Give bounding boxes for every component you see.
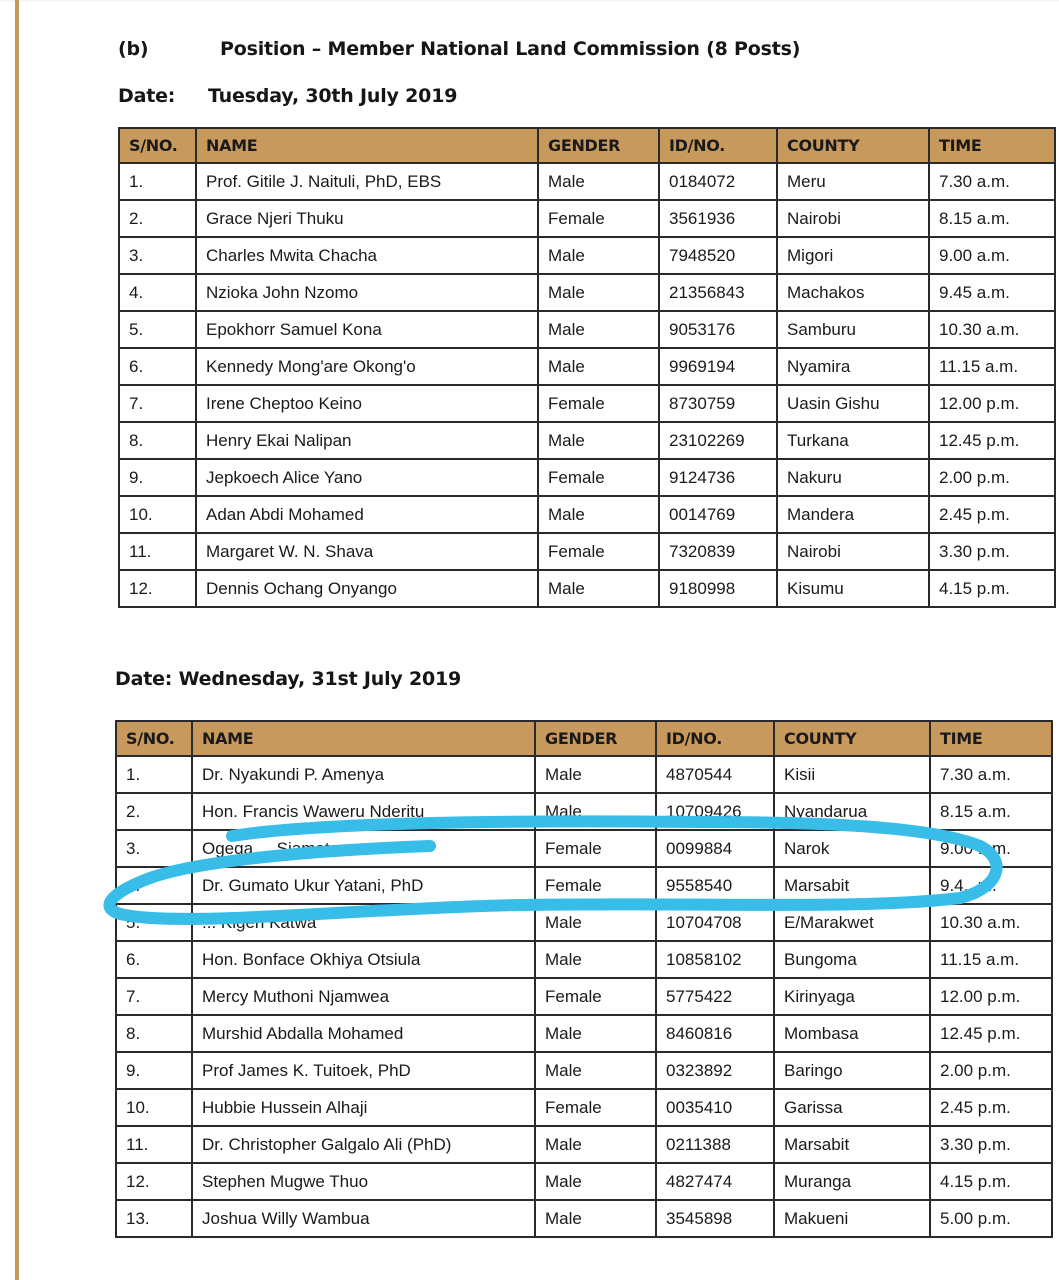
cell-id-no: 9558540 bbox=[656, 867, 774, 904]
cell-name: Henry Ekai Nalipan bbox=[196, 422, 538, 459]
col-header-sno: S/NO. bbox=[116, 721, 192, 756]
cell-gender: Female bbox=[538, 533, 659, 570]
cell-county: Marsabit bbox=[774, 867, 930, 904]
cell-id-no: 0014769 bbox=[659, 496, 777, 533]
cell-id-no: 0184072 bbox=[659, 163, 777, 200]
cell-county: Uasin Gishu bbox=[777, 385, 929, 422]
cell-county: Samburu bbox=[777, 311, 929, 348]
cell-sno: 8. bbox=[116, 1015, 192, 1052]
cell-time: 5.00 p.m. bbox=[930, 1200, 1052, 1237]
col-header-name: NAME bbox=[196, 128, 538, 163]
table-row bbox=[119, 570, 1055, 607]
cell-name: Dr. Nyakundi P. Amenya bbox=[192, 756, 535, 793]
cell-county: Kisumu bbox=[777, 570, 929, 607]
col-header-time: TIME bbox=[929, 128, 1055, 163]
table-header-row bbox=[119, 128, 1055, 163]
cell-name: Hubbie Hussein Alhaji bbox=[192, 1089, 535, 1126]
cell-gender: Male bbox=[538, 422, 659, 459]
table-row bbox=[116, 1052, 1052, 1089]
cell-name: Nzioka John Nzomo bbox=[196, 274, 538, 311]
table-row bbox=[119, 311, 1055, 348]
col-header-gender: GENDER bbox=[538, 128, 659, 163]
col-header-county: COUNTY bbox=[777, 128, 929, 163]
cell-name: Irene Cheptoo Keino bbox=[196, 385, 538, 422]
table-row bbox=[119, 496, 1055, 533]
cell-sno: 3. bbox=[116, 830, 192, 867]
cell-id-no: 0323892 bbox=[656, 1052, 774, 1089]
cell-name: Margaret W. N. Shava bbox=[196, 533, 538, 570]
cell-id-no: 21356843 bbox=[659, 274, 777, 311]
cell-name: Mercy Muthoni Njamwea bbox=[192, 978, 535, 1015]
cell-county: Narok bbox=[774, 830, 930, 867]
cell-name: Dennis Ochang Onyango bbox=[196, 570, 538, 607]
cell-id-no: 0035410 bbox=[656, 1089, 774, 1126]
cell-county: Nyandarua bbox=[774, 793, 930, 830]
cell-name: Dr. Christopher Galgalo Ali (PhD) bbox=[192, 1126, 535, 1163]
cell-time: 2.00 p.m. bbox=[930, 1052, 1052, 1089]
cell-id-no: 9124736 bbox=[659, 459, 777, 496]
col-header-id: ID/NO. bbox=[656, 721, 774, 756]
cell-sno: 6. bbox=[116, 941, 192, 978]
cell-name: Stephen Mugwe Thuo bbox=[192, 1163, 535, 1200]
schedule-table-wednesday bbox=[115, 720, 1053, 1238]
cell-gender: Male bbox=[535, 1015, 656, 1052]
cell-gender: Male bbox=[538, 237, 659, 274]
cell-time: 9.45 a.m. bbox=[929, 274, 1055, 311]
cell-gender: Male bbox=[535, 756, 656, 793]
cell-sno: 11. bbox=[119, 533, 196, 570]
cell-id-no: 3545898 bbox=[656, 1200, 774, 1237]
table-row bbox=[119, 237, 1055, 274]
cell-gender: Male bbox=[535, 941, 656, 978]
day2-date-heading: Date: Wednesday, 31st July 2019 bbox=[115, 668, 462, 690]
cell-county: Marsabit bbox=[774, 1126, 930, 1163]
cell-county: Muranga bbox=[774, 1163, 930, 1200]
cell-id-no: 0211388 bbox=[656, 1126, 774, 1163]
cell-gender: Male bbox=[535, 904, 656, 941]
cell-sno: 9. bbox=[119, 459, 196, 496]
cell-sno: 11. bbox=[116, 1126, 192, 1163]
col-header-name: NAME bbox=[192, 721, 535, 756]
cell-gender: Female bbox=[535, 830, 656, 867]
table-row bbox=[119, 348, 1055, 385]
cell-time: 4.15 p.m. bbox=[929, 570, 1055, 607]
cell-gender: Female bbox=[538, 459, 659, 496]
cell-name: Dr. Gumato Ukur Yatani, PhD bbox=[192, 867, 535, 904]
cell-sno: 3. bbox=[119, 237, 196, 274]
cell-id-no: 10704708 bbox=[656, 904, 774, 941]
cell-sno: 5. bbox=[116, 904, 192, 941]
table-row bbox=[119, 274, 1055, 311]
cell-time: 11.15 a.m. bbox=[929, 348, 1055, 385]
cell-county: Kirinyaga bbox=[774, 978, 930, 1015]
table-row bbox=[116, 830, 1052, 867]
cell-time: 4.15 p.m. bbox=[930, 1163, 1052, 1200]
cell-id-no: 0099884 bbox=[656, 830, 774, 867]
day1-date-value: Tuesday, 30th July 2019 bbox=[208, 85, 458, 107]
table-row bbox=[119, 533, 1055, 570]
cell-sno: 4. bbox=[116, 867, 192, 904]
cell-name: ... Kigen Katwa bbox=[192, 904, 535, 941]
cell-sno: 10. bbox=[116, 1089, 192, 1126]
table-header-row bbox=[116, 721, 1052, 756]
cell-name: Epokhorr Samuel Kona bbox=[196, 311, 538, 348]
table-row bbox=[116, 1126, 1052, 1163]
cell-time: 2.00 p.m. bbox=[929, 459, 1055, 496]
cell-id-no: 8730759 bbox=[659, 385, 777, 422]
cell-county: Nairobi bbox=[777, 200, 929, 237]
table-row bbox=[119, 385, 1055, 422]
cell-name: Prof James K. Tuitoek, PhD bbox=[192, 1052, 535, 1089]
cell-gender: Female bbox=[535, 978, 656, 1015]
cell-time: 2.45 p.m. bbox=[929, 496, 1055, 533]
col-header-county: COUNTY bbox=[774, 721, 930, 756]
cell-county: Garissa bbox=[774, 1089, 930, 1126]
cell-sno: 10. bbox=[119, 496, 196, 533]
cell-time: 9.4...m. bbox=[930, 867, 1052, 904]
cell-gender: Male bbox=[535, 1126, 656, 1163]
cell-id-no: 9053176 bbox=[659, 311, 777, 348]
cell-id-no: 3561936 bbox=[659, 200, 777, 237]
faded-watermark-strip bbox=[0, 0, 1059, 2]
cell-time: 10.30 a.m. bbox=[929, 311, 1055, 348]
table-row bbox=[116, 1089, 1052, 1126]
cell-id-no: 5775422 bbox=[656, 978, 774, 1015]
cell-time: 8.15 a.m. bbox=[929, 200, 1055, 237]
cell-time: 12.00 p.m. bbox=[930, 978, 1052, 1015]
table-row bbox=[116, 978, 1052, 1015]
cell-sno: 6. bbox=[119, 348, 196, 385]
cell-time: 12.45 p.m. bbox=[930, 1015, 1052, 1052]
table-row bbox=[116, 1015, 1052, 1052]
cell-id-no: 8460816 bbox=[656, 1015, 774, 1052]
cell-name: Jepkoech Alice Yano bbox=[196, 459, 538, 496]
cell-id-no: 4870544 bbox=[656, 756, 774, 793]
cell-name: Ogega ... Siameto bbox=[192, 830, 535, 867]
cell-name: Hon. Bonface Okhiya Otsiula bbox=[192, 941, 535, 978]
cell-id-no: 9180998 bbox=[659, 570, 777, 607]
cell-id-no: 7948520 bbox=[659, 237, 777, 274]
cell-sno: 2. bbox=[119, 200, 196, 237]
cell-gender: Female bbox=[535, 1089, 656, 1126]
cell-time: 8.15 a.m. bbox=[930, 793, 1052, 830]
col-header-time: TIME bbox=[930, 721, 1052, 756]
cell-id-no: 4827474 bbox=[656, 1163, 774, 1200]
cell-time: 9.00 ...m. bbox=[930, 830, 1052, 867]
table-row bbox=[116, 756, 1052, 793]
cell-name: Murshid Abdalla Mohamed bbox=[192, 1015, 535, 1052]
cell-time: 7.30 a.m. bbox=[930, 756, 1052, 793]
cell-sno: 1. bbox=[119, 163, 196, 200]
cell-sno: 5. bbox=[119, 311, 196, 348]
cell-name: Prof. Gitile J. Naituli, PhD, EBS bbox=[196, 163, 538, 200]
cell-gender: Female bbox=[538, 200, 659, 237]
cell-name: Grace Njeri Thuku bbox=[196, 200, 538, 237]
cell-time: 12.45 p.m. bbox=[929, 422, 1055, 459]
table-row bbox=[116, 1163, 1052, 1200]
cell-gender: Male bbox=[538, 348, 659, 385]
cell-gender: Male bbox=[535, 1052, 656, 1089]
cell-county: Kisii bbox=[774, 756, 930, 793]
schedule-table-tuesday bbox=[118, 127, 1056, 608]
position-title: Position – Member National Land Commission (8 Posts) bbox=[220, 38, 801, 60]
cell-gender: Male bbox=[538, 570, 659, 607]
cell-gender: Male bbox=[538, 274, 659, 311]
cell-time: 11.15 a.m. bbox=[930, 941, 1052, 978]
table-row bbox=[119, 200, 1055, 237]
cell-gender: Female bbox=[535, 867, 656, 904]
cell-name: Charles Mwita Chacha bbox=[196, 237, 538, 274]
cell-name: Kennedy Mong'are Okong'o bbox=[196, 348, 538, 385]
cell-sno: 9. bbox=[116, 1052, 192, 1089]
cell-time: 3.30 p.m. bbox=[930, 1126, 1052, 1163]
table-row bbox=[116, 1200, 1052, 1237]
cell-county: E/Marakwet bbox=[774, 904, 930, 941]
cell-name: Hon. Francis Waweru Nderitu bbox=[192, 793, 535, 830]
page-margin-rule bbox=[15, 0, 19, 1280]
cell-sno: 2. bbox=[116, 793, 192, 830]
table-row bbox=[119, 163, 1055, 200]
cell-gender: Male bbox=[535, 1163, 656, 1200]
cell-gender: Male bbox=[535, 1200, 656, 1237]
cell-county: Makueni bbox=[774, 1200, 930, 1237]
cell-time: 2.45 p.m. bbox=[930, 1089, 1052, 1126]
cell-county: Nyamira bbox=[777, 348, 929, 385]
cell-gender: Male bbox=[538, 311, 659, 348]
table-row bbox=[119, 422, 1055, 459]
cell-county: Nairobi bbox=[777, 533, 929, 570]
cell-time: 10.30 a.m. bbox=[930, 904, 1052, 941]
cell-county: Mombasa bbox=[774, 1015, 930, 1052]
table-row bbox=[116, 793, 1052, 830]
cell-id-no: 10858102 bbox=[656, 941, 774, 978]
table-row bbox=[116, 904, 1052, 941]
cell-id-no: 23102269 bbox=[659, 422, 777, 459]
cell-sno: 1. bbox=[116, 756, 192, 793]
cell-county: Bungoma bbox=[774, 941, 930, 978]
cell-sno: 12. bbox=[119, 570, 196, 607]
cell-sno: 12. bbox=[116, 1163, 192, 1200]
cell-name: Joshua Willy Wambua bbox=[192, 1200, 535, 1237]
table-row bbox=[116, 941, 1052, 978]
col-header-gender: GENDER bbox=[535, 721, 656, 756]
cell-county: Nakuru bbox=[777, 459, 929, 496]
cell-county: Migori bbox=[777, 237, 929, 274]
cell-sno: 13. bbox=[116, 1200, 192, 1237]
table-row bbox=[119, 459, 1055, 496]
table-body bbox=[116, 756, 1052, 1237]
col-header-id: ID/NO. bbox=[659, 128, 777, 163]
cell-time: 12.00 p.m. bbox=[929, 385, 1055, 422]
cell-gender: Male bbox=[535, 793, 656, 830]
cell-name: Adan Abdi Mohamed bbox=[196, 496, 538, 533]
cell-gender: Female bbox=[538, 385, 659, 422]
cell-sno: 4. bbox=[119, 274, 196, 311]
day1-date-label: Date: bbox=[118, 85, 176, 107]
cell-id-no: 10709426 bbox=[656, 793, 774, 830]
col-header-sno: S/NO. bbox=[119, 128, 196, 163]
cell-gender: Male bbox=[538, 163, 659, 200]
cell-county: Meru bbox=[777, 163, 929, 200]
table-row bbox=[116, 867, 1052, 904]
cell-gender: Male bbox=[538, 496, 659, 533]
cell-time: 9.00 a.m. bbox=[929, 237, 1055, 274]
cell-county: Mandera bbox=[777, 496, 929, 533]
cell-sno: 7. bbox=[116, 978, 192, 1015]
section-label: (b) bbox=[118, 38, 149, 60]
cell-id-no: 9969194 bbox=[659, 348, 777, 385]
cell-county: Turkana bbox=[777, 422, 929, 459]
cell-id-no: 7320839 bbox=[659, 533, 777, 570]
cell-county: Baringo bbox=[774, 1052, 930, 1089]
cell-time: 7.30 a.m. bbox=[929, 163, 1055, 200]
cell-county: Machakos bbox=[777, 274, 929, 311]
table-body bbox=[119, 163, 1055, 607]
cell-sno: 8. bbox=[119, 422, 196, 459]
cell-time: 3.30 p.m. bbox=[929, 533, 1055, 570]
cell-sno: 7. bbox=[119, 385, 196, 422]
